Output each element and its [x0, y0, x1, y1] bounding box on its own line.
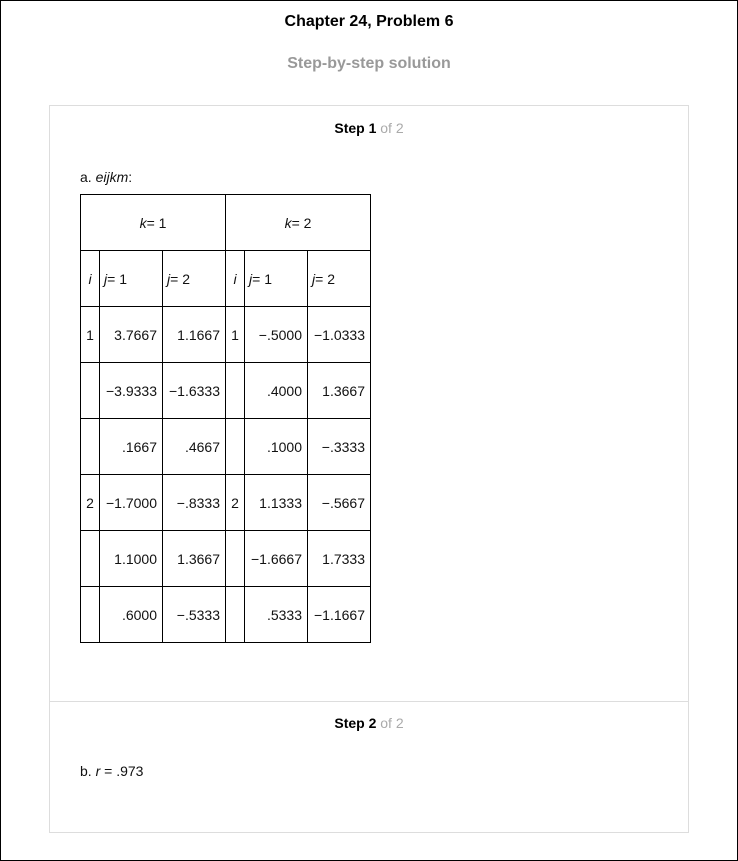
step-divider	[50, 701, 688, 702]
chapter-title: Chapter 24, Problem 6	[284, 13, 454, 30]
step-1-count: of 2	[380, 120, 404, 136]
solution-panel	[49, 105, 689, 833]
residual-cell: −.5667	[308, 475, 371, 531]
part-a-label	[80, 169, 132, 185]
k-value: = 2	[291, 214, 312, 231]
table-row	[81, 307, 371, 363]
column-variable: j	[104, 270, 108, 287]
residual-cell: −1.6667	[245, 531, 308, 587]
residual-cell: −.5333	[163, 587, 226, 643]
i-index-cell	[226, 531, 245, 587]
step-1-heading	[50, 120, 688, 136]
residual-cell: .4000	[245, 363, 308, 419]
i-index-cell: 1	[226, 307, 245, 363]
residual-cell: .5333	[245, 587, 308, 643]
residual-cell: .1000	[245, 419, 308, 475]
residual-cell: 1.3667	[308, 363, 371, 419]
i-index-cell	[226, 363, 245, 419]
residual-cell: −3.9333	[100, 363, 163, 419]
residual-cell: −1.1667	[308, 587, 371, 643]
part-a-suffix: :	[128, 169, 133, 185]
part-b-answer	[80, 763, 143, 779]
residual-cell: 1.1333	[245, 475, 308, 531]
column-variable: i	[88, 270, 92, 287]
residual-cell: 1.7333	[308, 531, 371, 587]
column-variable: j	[312, 270, 316, 287]
table-row	[81, 587, 371, 643]
k-variable: k	[139, 214, 147, 231]
column-header	[81, 251, 100, 307]
residual-cell: 1.1000	[100, 531, 163, 587]
residual-cell: −1.0333	[308, 307, 371, 363]
column-header	[100, 251, 163, 307]
column-header-row	[81, 251, 371, 307]
i-index-cell	[81, 419, 100, 475]
k-value: = 1	[146, 214, 167, 231]
residual-cell: −.5000	[245, 307, 308, 363]
residual-cell: −1.6333	[163, 363, 226, 419]
residuals-table	[80, 194, 371, 643]
column-header	[226, 251, 245, 307]
i-index-cell	[81, 363, 100, 419]
k-variable: k	[284, 214, 292, 231]
column-value: = 1	[107, 270, 127, 287]
step-2-label: Step 2	[334, 715, 377, 731]
residual-cell: −.3333	[308, 419, 371, 475]
group-header-row	[81, 195, 371, 251]
solution-subtitle: Step-by-step solution	[287, 55, 451, 72]
i-index-cell: 2	[81, 475, 100, 531]
column-variable: j	[249, 270, 253, 287]
residual-cell: .6000	[100, 587, 163, 643]
i-index-cell	[81, 531, 100, 587]
column-value: = 2	[315, 270, 335, 287]
i-index-cell	[226, 419, 245, 475]
column-header	[245, 251, 308, 307]
table-row	[81, 419, 371, 475]
i-index-cell: 1	[81, 307, 100, 363]
residual-cell: 3.7667	[100, 307, 163, 363]
step-1-label: Step 1	[334, 120, 377, 136]
residual-cell: 1.1667	[163, 307, 226, 363]
residual-cell: −.8333	[163, 475, 226, 531]
part-a-variable: eijkm	[95, 169, 129, 185]
k-group-header	[226, 195, 371, 251]
column-header	[308, 251, 371, 307]
part-b-variable: r	[95, 763, 101, 779]
residual-cell: 1.3667	[163, 531, 226, 587]
i-index-cell	[226, 587, 245, 643]
column-header	[163, 251, 226, 307]
part-a-prefix: a.	[80, 169, 96, 185]
step-2-count: of 2	[380, 715, 404, 731]
residual-cell: −1.7000	[100, 475, 163, 531]
residual-cell: .1667	[100, 419, 163, 475]
column-variable: j	[167, 270, 171, 287]
table-row	[81, 531, 371, 587]
k-group-header	[81, 195, 226, 251]
column-value: = 1	[252, 270, 272, 287]
i-index-cell: 2	[226, 475, 245, 531]
step-2-heading	[50, 715, 688, 731]
column-variable: i	[233, 270, 237, 287]
part-b-prefix: b.	[80, 763, 96, 779]
part-b-value: = .973	[100, 763, 144, 779]
table-row	[81, 363, 371, 419]
column-value: = 2	[170, 270, 190, 287]
i-index-cell	[81, 587, 100, 643]
table-row	[81, 475, 371, 531]
residual-cell: .4667	[163, 419, 226, 475]
